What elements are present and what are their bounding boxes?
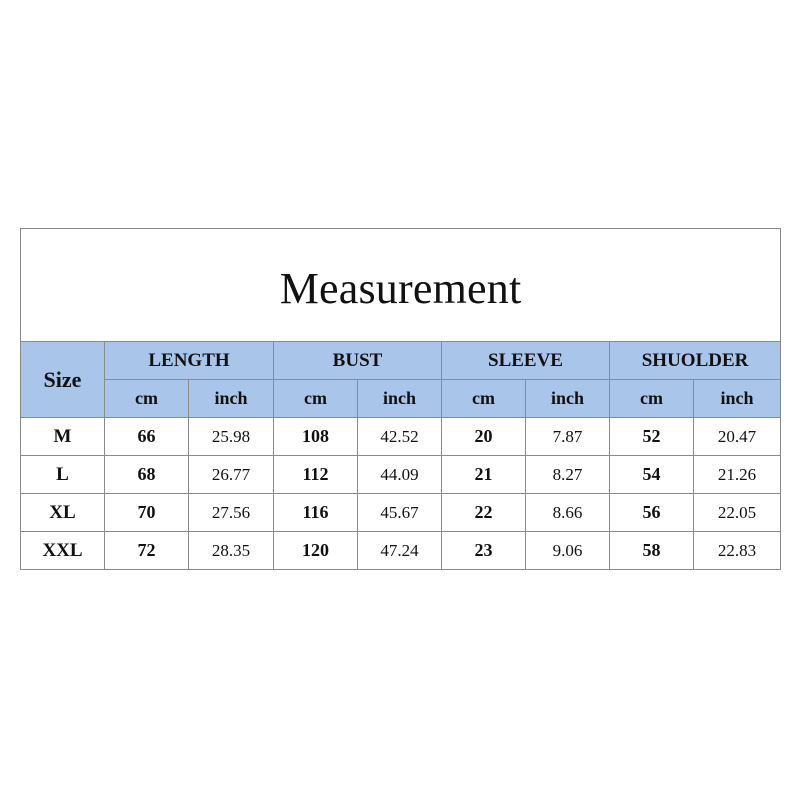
length-inch-cell: 25.98 [189, 418, 274, 456]
size-cell: M [21, 418, 105, 456]
bust-cm-cell: 116 [274, 494, 358, 532]
sleeve-inch-cell: 8.27 [526, 456, 610, 494]
shoulder-cm-cell: 52 [610, 418, 694, 456]
bust-cm-cell: 120 [274, 532, 358, 570]
length-cm-cell: 70 [105, 494, 189, 532]
table-row [21, 532, 781, 570]
length-inch-cell: 27.56 [189, 494, 274, 532]
shoulder-inch-cell: 22.05 [694, 494, 781, 532]
length-inch-cell: 28.35 [189, 532, 274, 570]
length-header: LENGTH [105, 342, 274, 380]
size-chart-table [20, 228, 781, 570]
shoulder-inch-cell: 21.26 [694, 456, 781, 494]
table-row [21, 456, 781, 494]
bust-header: BUST [274, 342, 442, 380]
sleeve-header: SLEEVE [442, 342, 610, 380]
unit-header-inch: inch [189, 380, 274, 418]
shoulder-inch-cell: 22.83 [694, 532, 781, 570]
unit-header-cm: cm [610, 380, 694, 418]
sleeve-cm-cell: 21 [442, 456, 526, 494]
shoulder-inch-cell: 20.47 [694, 418, 781, 456]
length-cm-cell: 66 [105, 418, 189, 456]
unit-header-inch: inch [694, 380, 781, 418]
size-cell: XL [21, 494, 105, 532]
sleeve-inch-cell: 8.66 [526, 494, 610, 532]
unit-header-inch: inch [358, 380, 442, 418]
unit-header-inch: inch [526, 380, 610, 418]
size-column-header: Size [21, 342, 105, 418]
bust-inch-cell: 44.09 [358, 456, 442, 494]
shoulder-cm-cell: 54 [610, 456, 694, 494]
bust-cm-cell: 112 [274, 456, 358, 494]
size-cell: L [21, 456, 105, 494]
size-cell: XXL [21, 532, 105, 570]
sleeve-inch-cell: 7.87 [526, 418, 610, 456]
shoulder-header: SHUOLDER [610, 342, 781, 380]
unit-header-cm: cm [274, 380, 358, 418]
length-inch-cell: 26.77 [189, 456, 274, 494]
sleeve-cm-cell: 22 [442, 494, 526, 532]
bust-cm-cell: 108 [274, 418, 358, 456]
shoulder-cm-cell: 58 [610, 532, 694, 570]
length-cm-cell: 68 [105, 456, 189, 494]
shoulder-cm-cell: 56 [610, 494, 694, 532]
sleeve-cm-cell: 23 [442, 532, 526, 570]
sleeve-cm-cell: 20 [442, 418, 526, 456]
bust-inch-cell: 47.24 [358, 532, 442, 570]
table-row [21, 418, 781, 456]
table-row [21, 494, 781, 532]
table-title [21, 229, 781, 342]
unit-header-cm: cm [442, 380, 526, 418]
length-cm-cell: 72 [105, 532, 189, 570]
sleeve-inch-cell: 9.06 [526, 532, 610, 570]
bust-inch-cell: 45.67 [358, 494, 442, 532]
table-title-text: Measurement [279, 263, 522, 313]
bust-inch-cell: 42.52 [358, 418, 442, 456]
unit-header-cm: cm [105, 380, 189, 418]
